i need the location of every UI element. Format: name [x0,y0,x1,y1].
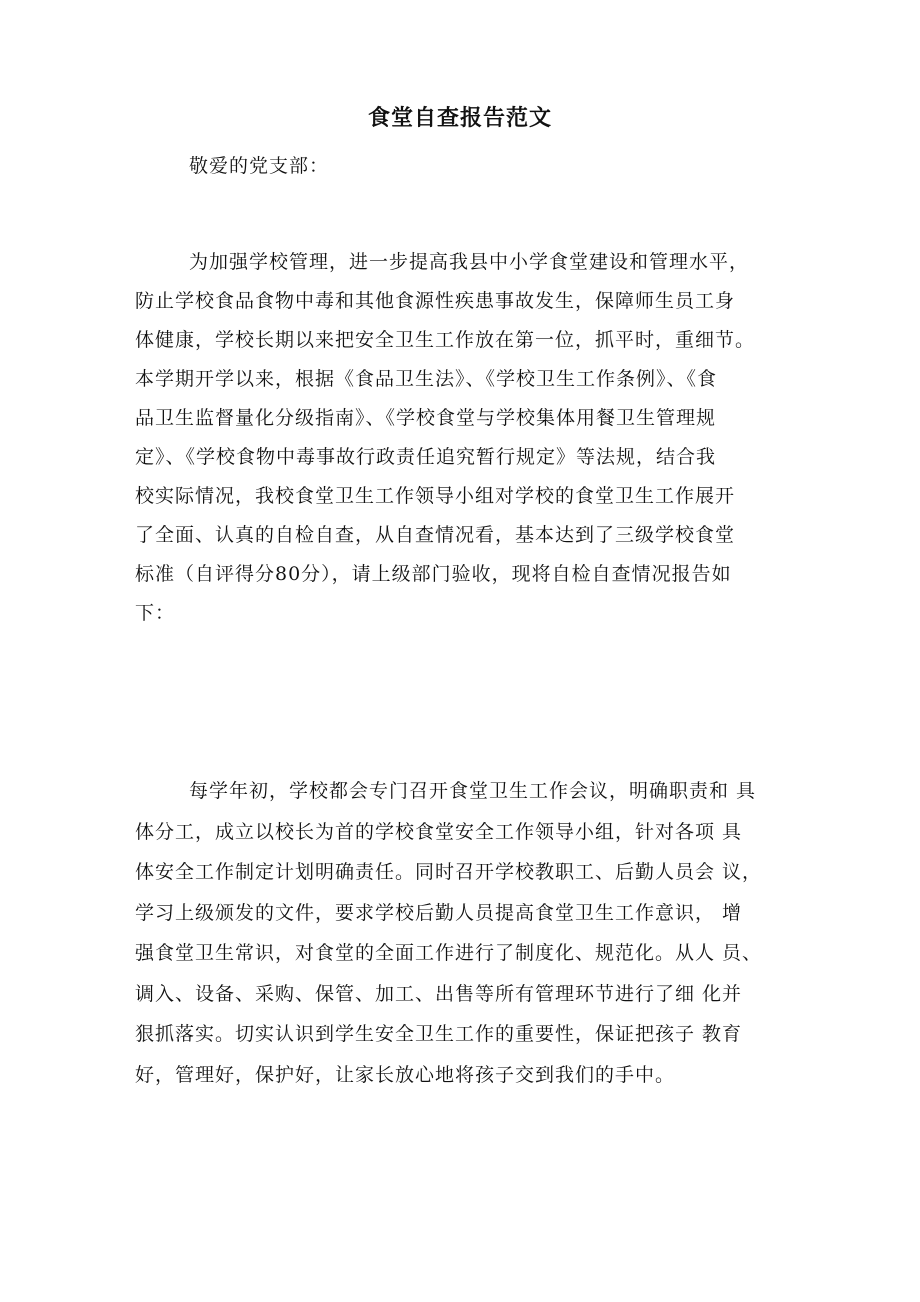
paragraph-line: 防止学校食品食物中毒和其他食源性疾患事故发生，保障师生员工身 [135,290,736,312]
paragraph-line: 本学期开学以来，根据《食品卫生法》、《学校卫生工作条例》、《食 [135,368,718,390]
paragraph-2 [135,771,805,1095]
paragraph-line: 狠抓落实。切实认识到学生安全卫生工作的重要性，保证把孩子 教育 [135,1023,743,1045]
paragraph-line: 下： [135,602,176,624]
paragraph-line: 为加强学校管理，进一步提高我县中小学食堂建设和管理水平， [189,251,750,273]
paragraph-line: 每学年初，学校都会专门召开食堂卫生工作会议，明确职责和 具 [189,780,757,802]
paragraph-line: 定》、《学校食物中毒事故行政责任追究暂行规定》等法规，结合我 [135,446,717,468]
paragraph-line: 强食堂卫生常识，对食堂的全面工作进行了制度化、规范化。从人 员、 [135,942,763,964]
paragraph-line: 学习上级颁发的文件，要求学校后勤人员提高食堂卫生工作意识， 增 [135,901,743,924]
paragraph-line: 好，管理好，保护好，让家长放心地将孩子交到我们的手中。 [135,1063,676,1086]
paragraph-line: 调入、设备、采购、保管、加工、出售等所有管理环节进行了细 化并 [135,982,743,1005]
paragraph-line: 品卫生监督量化分级指南》、《学校食堂与学校集体用餐卫生管理规 [135,407,717,429]
paragraph-line: 标准（自评得分80分），请上级部门验收，现将自检自查情况报告如 [135,563,732,585]
paragraph-line: 体安全工作制定计划明确责任。同时召开学校教职工、后勤人员会 议， [135,861,763,883]
paragraph-line: 校实际情况，我校食堂卫生工作领导小组对学校的食堂卫生工作展开 [135,485,736,507]
paragraph-line: 了全面、认真的自检自查，从自查情况看，基本达到了三级学校食堂 [135,524,736,546]
document-title: 食堂自查报告范文 [367,105,552,131]
salutation: 敬爱的党支部： [189,155,330,177]
paragraph-line: 体分工，成立以校长为首的学校食堂安全工作领导小组，针对各项 具 [135,820,743,843]
paragraph-1 [135,243,805,633]
paragraph-line: 体健康，学校长期以来把安全卫生工作放在第一位，抓平时，重细节。 [135,329,756,351]
